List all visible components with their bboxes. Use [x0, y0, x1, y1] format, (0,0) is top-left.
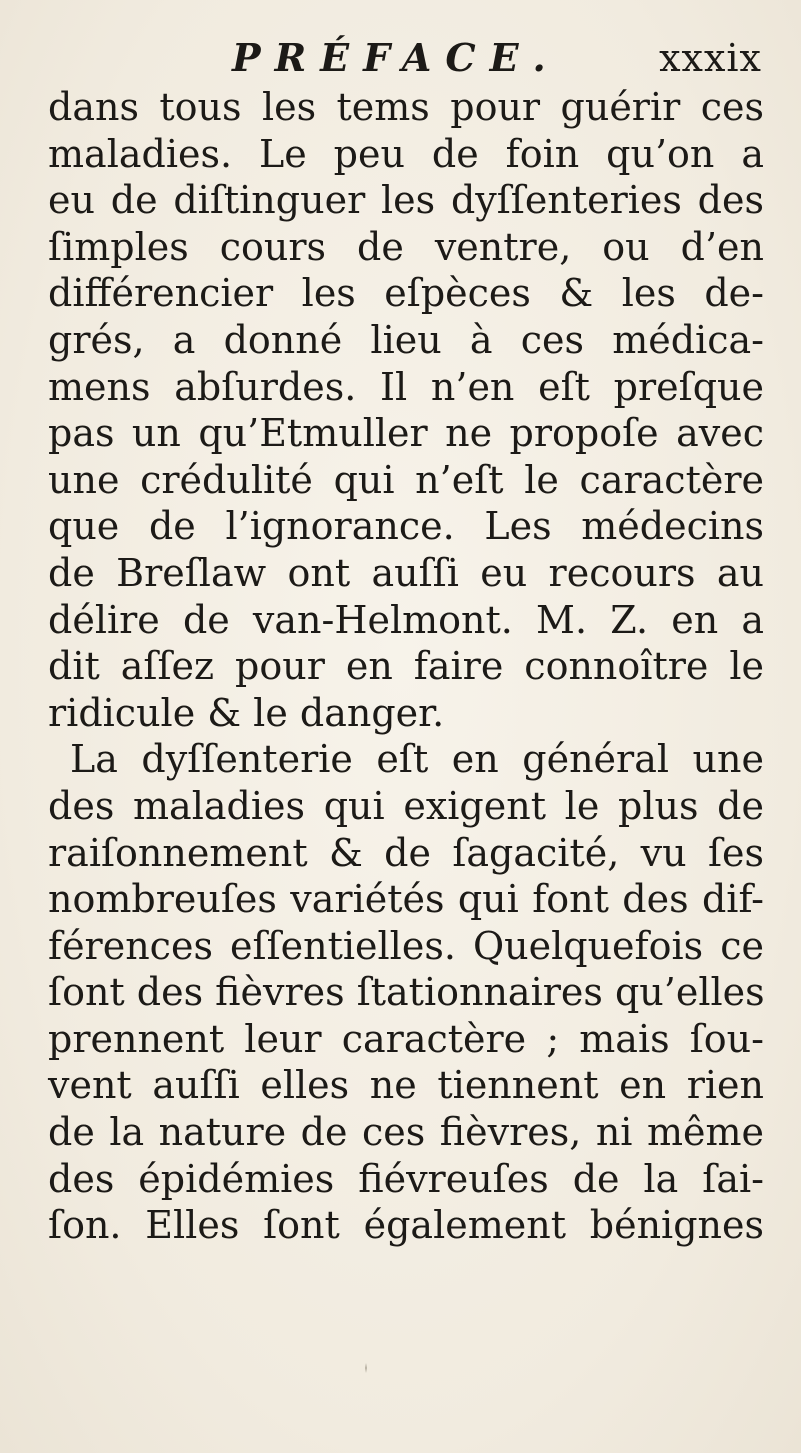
text-line: pas un qu’Etmuller ne propoſe avec	[48, 411, 764, 456]
running-header	[232, 30, 762, 88]
text-line: dans tous les tems pour guérir ces	[48, 85, 764, 129]
text-line: de Breſlaw ont auſſi eu recours au	[48, 550, 764, 595]
text-line: La dyſſenterie eſt en général une	[70, 737, 764, 782]
text-line: nombreuſes variétés qui font des dif-	[48, 877, 764, 922]
page-number: xxxix	[659, 36, 762, 80]
text-line: différencier les eſpèces & les de-	[48, 271, 764, 316]
body-text	[48, 84, 764, 1249]
text-line: vent auſſi elles ne tiennent en rien	[48, 1063, 764, 1108]
text-line: maladies. Le peu de foin qu’on a	[48, 131, 764, 176]
text-line: eu de diſtinguer les dyſſenteries des	[48, 178, 764, 223]
text-line: ſont des fièvres ſtationnaires qu’elles	[48, 970, 765, 1015]
text-line: ridicule & le danger.	[48, 690, 445, 735]
text-line: délire de van-Helmont. M. Z. en a	[48, 597, 764, 642]
ornament-icon	[360, 1362, 372, 1374]
signature-mark	[360, 1362, 372, 1374]
text-line: dit aſſez pour en faire connoître le	[48, 644, 764, 689]
text-line: des maladies qui exigent le plus de	[48, 783, 764, 828]
text-line: raiſonnement & de ſagacité, vu ſes	[48, 830, 764, 875]
text-line: grés, a donné lieu à ces médica-	[48, 317, 764, 362]
text-line: que de l’ignorance. Les médecins	[48, 504, 764, 549]
text-line: ſon. Elles ſont également bénignes	[48, 1203, 764, 1248]
text-line: prennent leur caractère ; mais ſou-	[48, 1016, 764, 1061]
text-line: mens abſurdes. Il n’en eſt preſque	[48, 364, 764, 409]
text-line: des épidémies fiévreuſes de la ſai-	[48, 1156, 764, 1201]
text-line: ſimples cours de ventre, ou d’en	[48, 224, 764, 269]
running-title: PRÉFACE.	[232, 35, 560, 80]
text-line: une crédulité qui n’eſt le caractère	[48, 457, 764, 502]
text-line: férences eſſentielles. Quelquefois ce	[48, 923, 764, 968]
text-line: de la nature de ces fièvres, ni même	[48, 1110, 764, 1155]
